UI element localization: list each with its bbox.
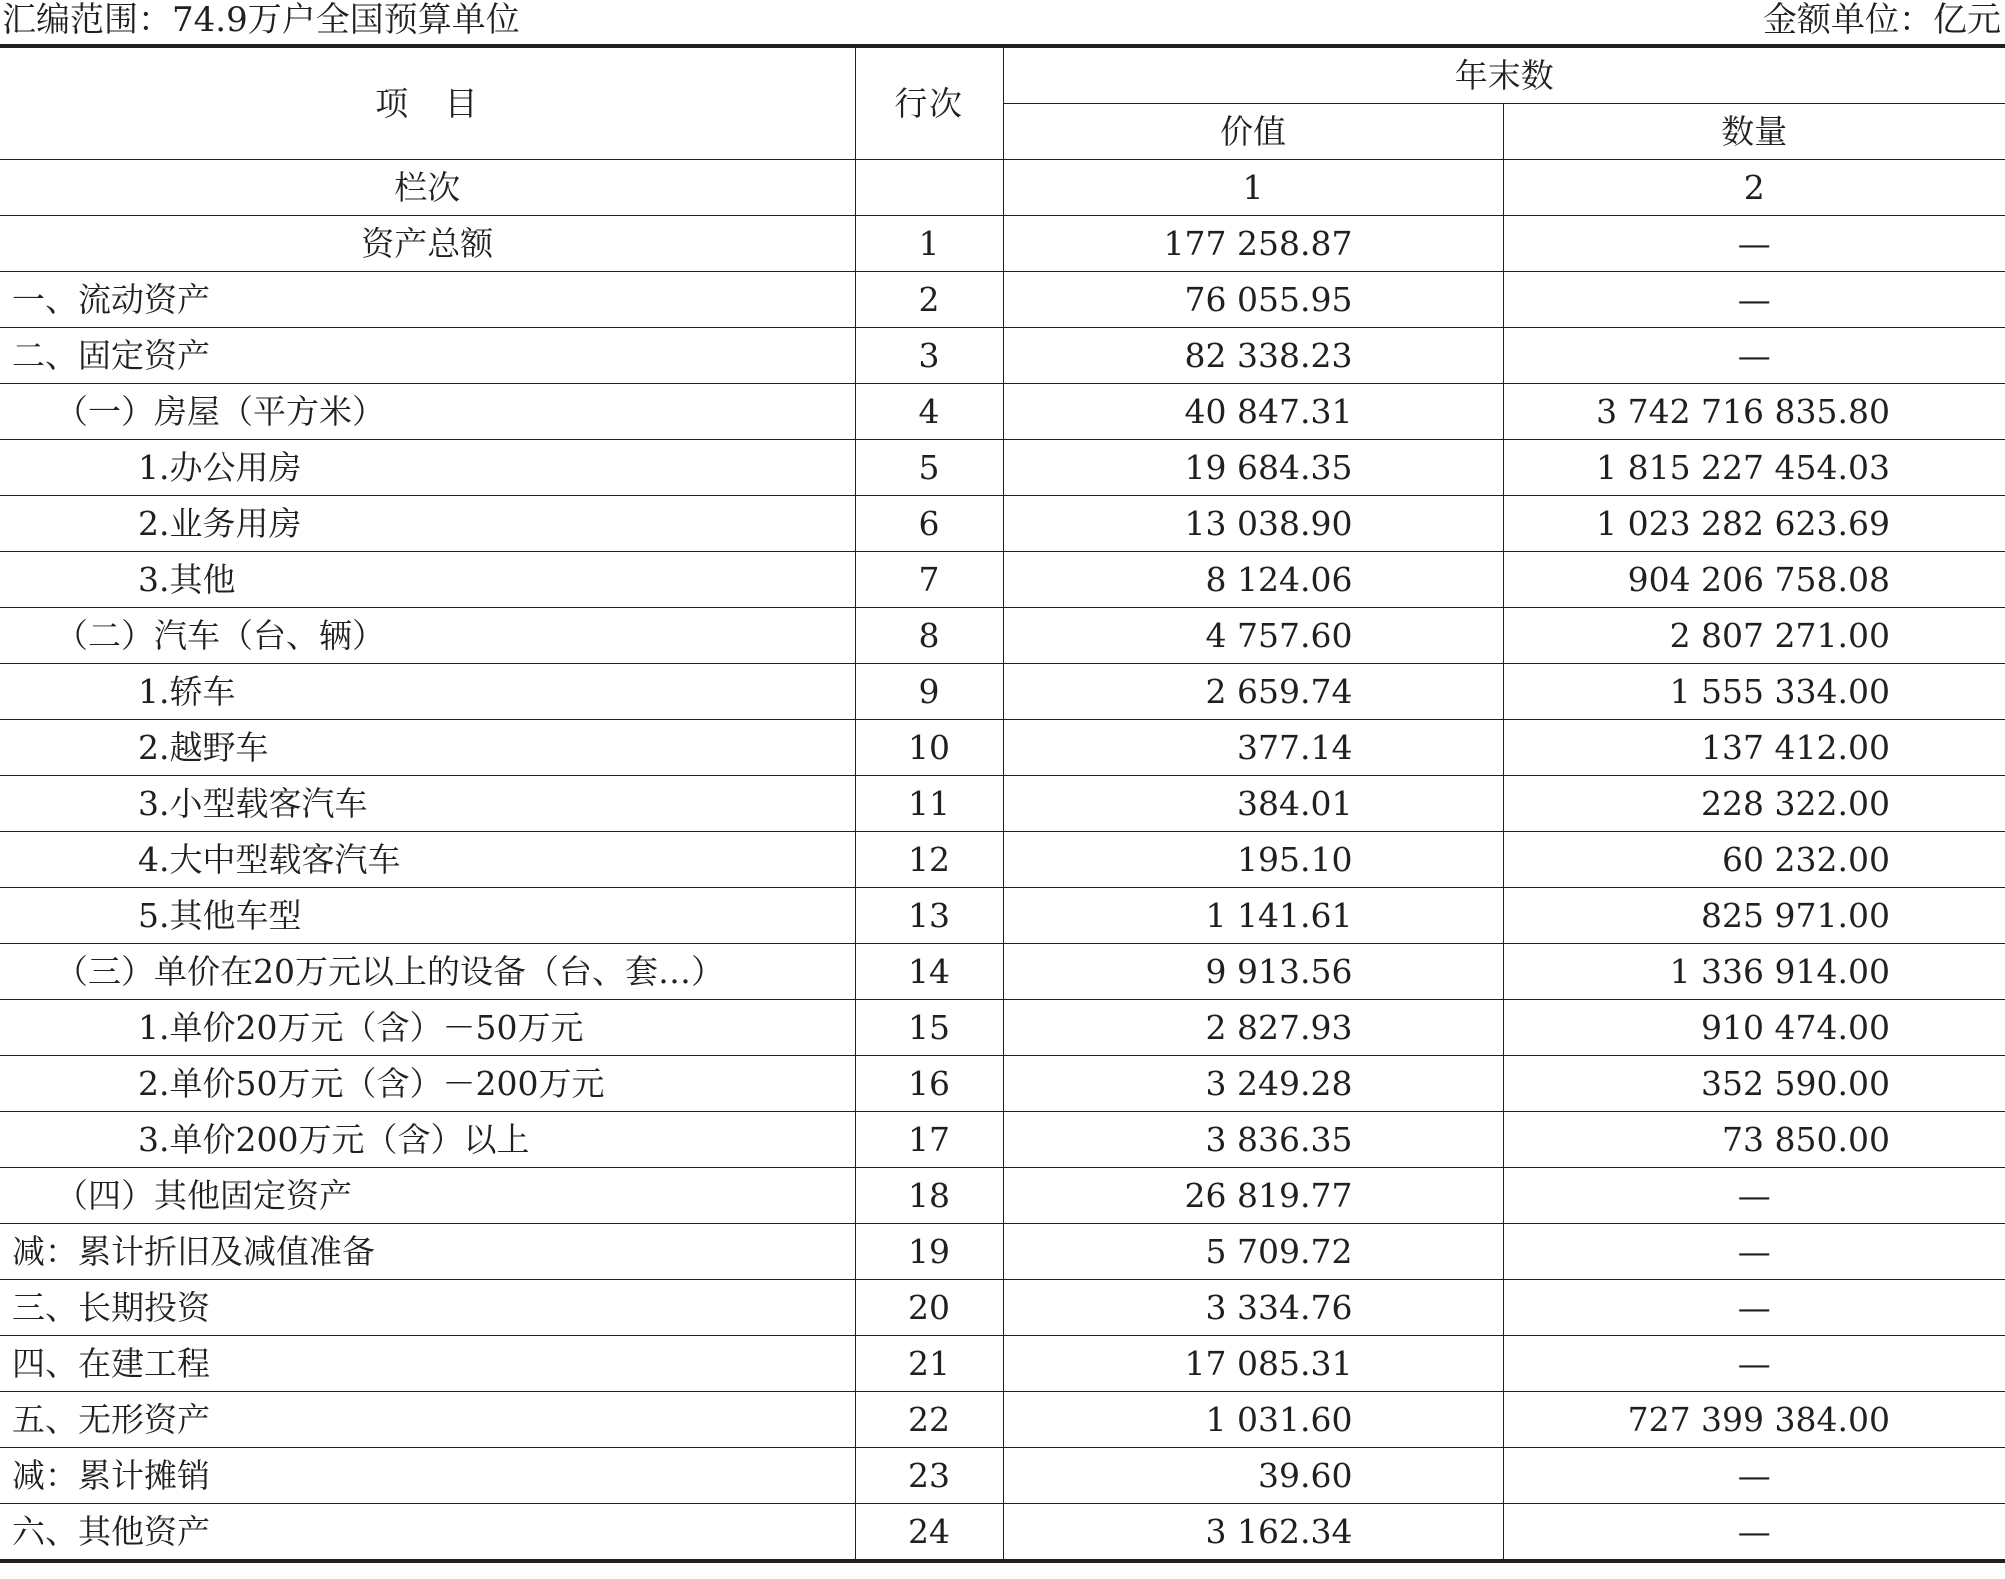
row-value: 13 038.90 bbox=[1003, 496, 1503, 552]
table-row bbox=[0, 776, 2005, 832]
row-number: 5 bbox=[855, 440, 1003, 496]
row-value: 4 757.60 bbox=[1003, 608, 1503, 664]
row-number: 7 bbox=[855, 552, 1003, 608]
row-item: 五、无形资产 bbox=[0, 1392, 855, 1448]
row-number: 13 bbox=[855, 888, 1003, 944]
table-row bbox=[0, 1112, 2005, 1168]
header-row-no: 行次 bbox=[855, 46, 1003, 160]
row-item: 三、长期投资 bbox=[0, 1280, 855, 1336]
row-value: 39.60 bbox=[1003, 1448, 1503, 1504]
row-value: 1 031.60 bbox=[1003, 1392, 1503, 1448]
table-row bbox=[0, 944, 2005, 1000]
row-item: 4.大中型载客汽车 bbox=[0, 832, 855, 888]
row-item: 3.其他 bbox=[0, 552, 855, 608]
table-row bbox=[0, 1168, 2005, 1224]
row-quantity: 727 399 384.00 bbox=[1503, 1392, 2005, 1448]
row-value: 195.10 bbox=[1003, 832, 1503, 888]
row-number: 23 bbox=[855, 1448, 1003, 1504]
table-row bbox=[0, 720, 2005, 776]
table-row bbox=[0, 552, 2005, 608]
row-number: 4 bbox=[855, 384, 1003, 440]
row-item: 2.业务用房 bbox=[0, 496, 855, 552]
row-quantity: — bbox=[1503, 1224, 2005, 1280]
row-value: 3 836.35 bbox=[1003, 1112, 1503, 1168]
row-item: 资产总额 bbox=[0, 216, 855, 272]
row-number: 3 bbox=[855, 328, 1003, 384]
table-row bbox=[0, 664, 2005, 720]
table-row bbox=[0, 440, 2005, 496]
table-meta bbox=[0, 0, 2005, 44]
row-value: 8 124.06 bbox=[1003, 552, 1503, 608]
row-number: 20 bbox=[855, 1280, 1003, 1336]
row-item: 四、在建工程 bbox=[0, 1336, 855, 1392]
row-quantity: 904 206 758.08 bbox=[1503, 552, 2005, 608]
row-item: （四）其他固定资产 bbox=[0, 1168, 855, 1224]
row-number: 11 bbox=[855, 776, 1003, 832]
row-item: （一）房屋（平方米） bbox=[0, 384, 855, 440]
row-quantity: 825 971.00 bbox=[1503, 888, 2005, 944]
row-value: 3 249.28 bbox=[1003, 1056, 1503, 1112]
row-value: 3 334.76 bbox=[1003, 1280, 1503, 1336]
row-quantity: 3 742 716 835.80 bbox=[1503, 384, 2005, 440]
row-item: 1.办公用房 bbox=[0, 440, 855, 496]
row-value: 384.01 bbox=[1003, 776, 1503, 832]
row-number: 1 bbox=[855, 216, 1003, 272]
row-number: 24 bbox=[855, 1504, 1003, 1562]
row-item: 1.轿车 bbox=[0, 664, 855, 720]
row-number: 9 bbox=[855, 664, 1003, 720]
row-item: （三）单价在20万元以上的设备（台、套…） bbox=[0, 944, 855, 1000]
row-item: 3.单价200万元（含）以上 bbox=[0, 1112, 855, 1168]
row-number: 8 bbox=[855, 608, 1003, 664]
row-number: 10 bbox=[855, 720, 1003, 776]
row-quantity: — bbox=[1503, 272, 2005, 328]
row-quantity: 1 336 914.00 bbox=[1503, 944, 2005, 1000]
table-body bbox=[0, 216, 2005, 1562]
row-quantity: — bbox=[1503, 1448, 2005, 1504]
row-number: 17 bbox=[855, 1112, 1003, 1168]
header-year-end: 年末数 bbox=[1003, 46, 2005, 104]
row-quantity: 1 815 227 454.03 bbox=[1503, 440, 2005, 496]
amount-unit: 金额单位：亿元 bbox=[1763, 0, 2001, 40]
row-quantity: 1 555 334.00 bbox=[1503, 664, 2005, 720]
header-item: 项 目 bbox=[0, 46, 855, 160]
row-item: 二、固定资产 bbox=[0, 328, 855, 384]
table-row bbox=[0, 832, 2005, 888]
table-row bbox=[0, 496, 2005, 552]
table-row bbox=[0, 384, 2005, 440]
table-row bbox=[0, 272, 2005, 328]
row-value: 82 338.23 bbox=[1003, 328, 1503, 384]
row-number: 15 bbox=[855, 1000, 1003, 1056]
row-quantity: 137 412.00 bbox=[1503, 720, 2005, 776]
table-row bbox=[0, 1336, 2005, 1392]
header-quantity: 数量 bbox=[1503, 104, 2005, 160]
table-row bbox=[0, 1448, 2005, 1504]
row-item: 2.单价50万元（含）－200万元 bbox=[0, 1056, 855, 1112]
table-row bbox=[0, 1280, 2005, 1336]
column-index-label: 栏次 bbox=[0, 160, 855, 216]
row-item: 六、其他资产 bbox=[0, 1504, 855, 1562]
row-value: 76 055.95 bbox=[1003, 272, 1503, 328]
asset-table bbox=[0, 44, 2005, 1563]
row-value: 3 162.34 bbox=[1003, 1504, 1503, 1562]
row-number: 6 bbox=[855, 496, 1003, 552]
row-value: 5 709.72 bbox=[1003, 1224, 1503, 1280]
row-quantity: 910 474.00 bbox=[1503, 1000, 2005, 1056]
row-number: 2 bbox=[855, 272, 1003, 328]
table-row bbox=[0, 1000, 2005, 1056]
row-quantity: — bbox=[1503, 328, 2005, 384]
table-row bbox=[0, 1504, 2005, 1562]
table-header bbox=[0, 46, 2005, 216]
row-item: 减：累计折旧及减值准备 bbox=[0, 1224, 855, 1280]
row-quantity: — bbox=[1503, 1280, 2005, 1336]
column-index-row-no bbox=[855, 160, 1003, 216]
table-row bbox=[0, 1224, 2005, 1280]
row-value: 26 819.77 bbox=[1003, 1168, 1503, 1224]
table-row bbox=[0, 888, 2005, 944]
row-item: （二）汽车（台、辆） bbox=[0, 608, 855, 664]
row-quantity: — bbox=[1503, 216, 2005, 272]
row-value: 377.14 bbox=[1003, 720, 1503, 776]
row-item: 5.其他车型 bbox=[0, 888, 855, 944]
column-index-quantity: 2 bbox=[1503, 160, 2005, 216]
row-value: 2 827.93 bbox=[1003, 1000, 1503, 1056]
column-index-row bbox=[0, 160, 2005, 216]
header-value: 价值 bbox=[1003, 104, 1503, 160]
row-quantity: 352 590.00 bbox=[1503, 1056, 2005, 1112]
row-item: 3.小型载客汽车 bbox=[0, 776, 855, 832]
row-quantity: 73 850.00 bbox=[1503, 1112, 2005, 1168]
row-number: 21 bbox=[855, 1336, 1003, 1392]
table-row bbox=[0, 216, 2005, 272]
row-value: 2 659.74 bbox=[1003, 664, 1503, 720]
row-quantity: — bbox=[1503, 1504, 2005, 1562]
row-number: 12 bbox=[855, 832, 1003, 888]
table-row bbox=[0, 608, 2005, 664]
row-number: 18 bbox=[855, 1168, 1003, 1224]
row-value: 177 258.87 bbox=[1003, 216, 1503, 272]
row-item: 1.单价20万元（含）－50万元 bbox=[0, 1000, 855, 1056]
row-number: 16 bbox=[855, 1056, 1003, 1112]
row-number: 14 bbox=[855, 944, 1003, 1000]
row-quantity: 60 232.00 bbox=[1503, 832, 2005, 888]
row-number: 19 bbox=[855, 1224, 1003, 1280]
coverage-scope: 汇编范围：74.9万户全国预算单位 bbox=[2, 0, 520, 40]
table-row bbox=[0, 1056, 2005, 1112]
row-item: 一、流动资产 bbox=[0, 272, 855, 328]
row-value: 1 141.61 bbox=[1003, 888, 1503, 944]
row-quantity: 228 322.00 bbox=[1503, 776, 2005, 832]
column-index-value: 1 bbox=[1003, 160, 1503, 216]
row-number: 22 bbox=[855, 1392, 1003, 1448]
row-value: 17 085.31 bbox=[1003, 1336, 1503, 1392]
table-row bbox=[0, 1392, 2005, 1448]
row-quantity: 1 023 282 623.69 bbox=[1503, 496, 2005, 552]
row-quantity: — bbox=[1503, 1168, 2005, 1224]
row-item: 2.越野车 bbox=[0, 720, 855, 776]
table-row bbox=[0, 328, 2005, 384]
row-item: 减：累计摊销 bbox=[0, 1448, 855, 1504]
row-value: 40 847.31 bbox=[1003, 384, 1503, 440]
row-quantity: 2 807 271.00 bbox=[1503, 608, 2005, 664]
row-value: 19 684.35 bbox=[1003, 440, 1503, 496]
row-value: 9 913.56 bbox=[1003, 944, 1503, 1000]
row-quantity: — bbox=[1503, 1336, 2005, 1392]
